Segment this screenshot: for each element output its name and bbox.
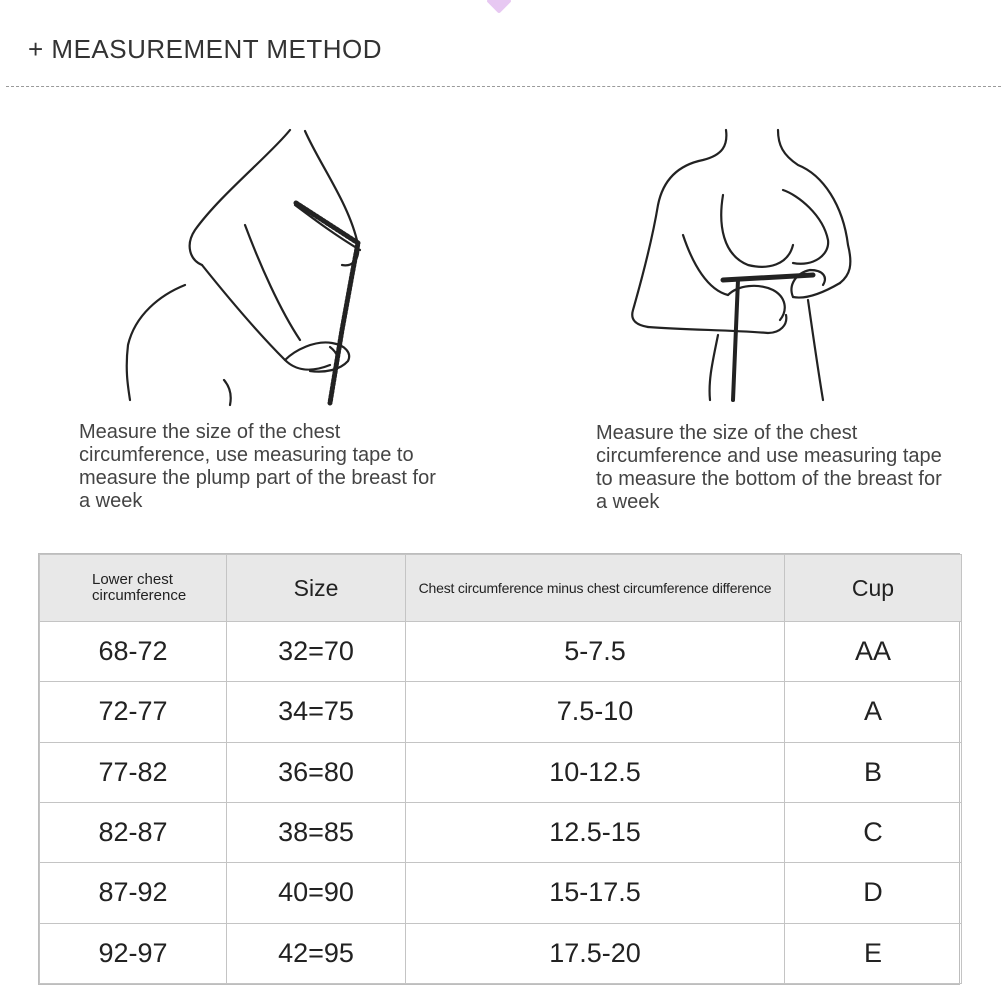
table-row [40, 622, 962, 682]
cell-lower-chest: 72-77 [40, 682, 227, 742]
header-difference: Chest circumference minus chest circumference difference [406, 555, 785, 622]
cell-lower-chest: 87-92 [40, 863, 227, 923]
table-row [40, 802, 962, 862]
cell-size: 42=95 [227, 923, 406, 983]
page-title: + MEASUREMENT METHOD [28, 34, 383, 64]
cell-size: 38=85 [227, 802, 406, 862]
cell-size: 40=90 [227, 863, 406, 923]
cell-cup: D [785, 863, 962, 923]
cell-lower-chest: 77-82 [40, 742, 227, 802]
dashed-divider [6, 86, 1001, 87]
size-chart-table [38, 553, 960, 985]
cell-difference: 7.5-10 [406, 682, 785, 742]
cell-cup: B [785, 742, 962, 802]
cell-lower-chest: 82-87 [40, 802, 227, 862]
right-caption: Measure the size of the chest circumference and use measuring tape to measure the bottom of the breast for a week [596, 422, 942, 513]
cell-difference: 17.5-20 [406, 923, 785, 983]
header-cup: Cup [785, 555, 962, 622]
side-view-measuring-figure-icon [120, 125, 380, 410]
cell-difference: 10-12.5 [406, 742, 785, 802]
cell-size: 36=80 [227, 742, 406, 802]
front-view-measuring-figure-icon [618, 125, 868, 405]
cell-lower-chest: 92-97 [40, 923, 227, 983]
header-lower-chest: Lower chest circumference [40, 555, 227, 622]
left-caption: Measure the size of the chest circumference, use measuring tape to measure the plump part of the breast for a week [79, 421, 436, 512]
cell-cup: C [785, 802, 962, 862]
cell-size: 34=75 [227, 682, 406, 742]
cell-difference: 12.5-15 [406, 802, 785, 862]
cell-cup: AA [785, 622, 962, 682]
cell-cup: A [785, 682, 962, 742]
header-size: Size [227, 555, 406, 622]
cell-lower-chest: 68-72 [40, 622, 227, 682]
cell-size: 32=70 [227, 622, 406, 682]
table-row [40, 742, 962, 802]
cell-cup: E [785, 923, 962, 983]
cell-difference: 15-17.5 [406, 863, 785, 923]
table-row [40, 863, 962, 923]
top-diamond-decoration [486, 0, 511, 14]
cell-difference: 5-7.5 [406, 622, 785, 682]
table-row [40, 923, 962, 983]
table-header-row [40, 555, 962, 622]
table-row [40, 682, 962, 742]
